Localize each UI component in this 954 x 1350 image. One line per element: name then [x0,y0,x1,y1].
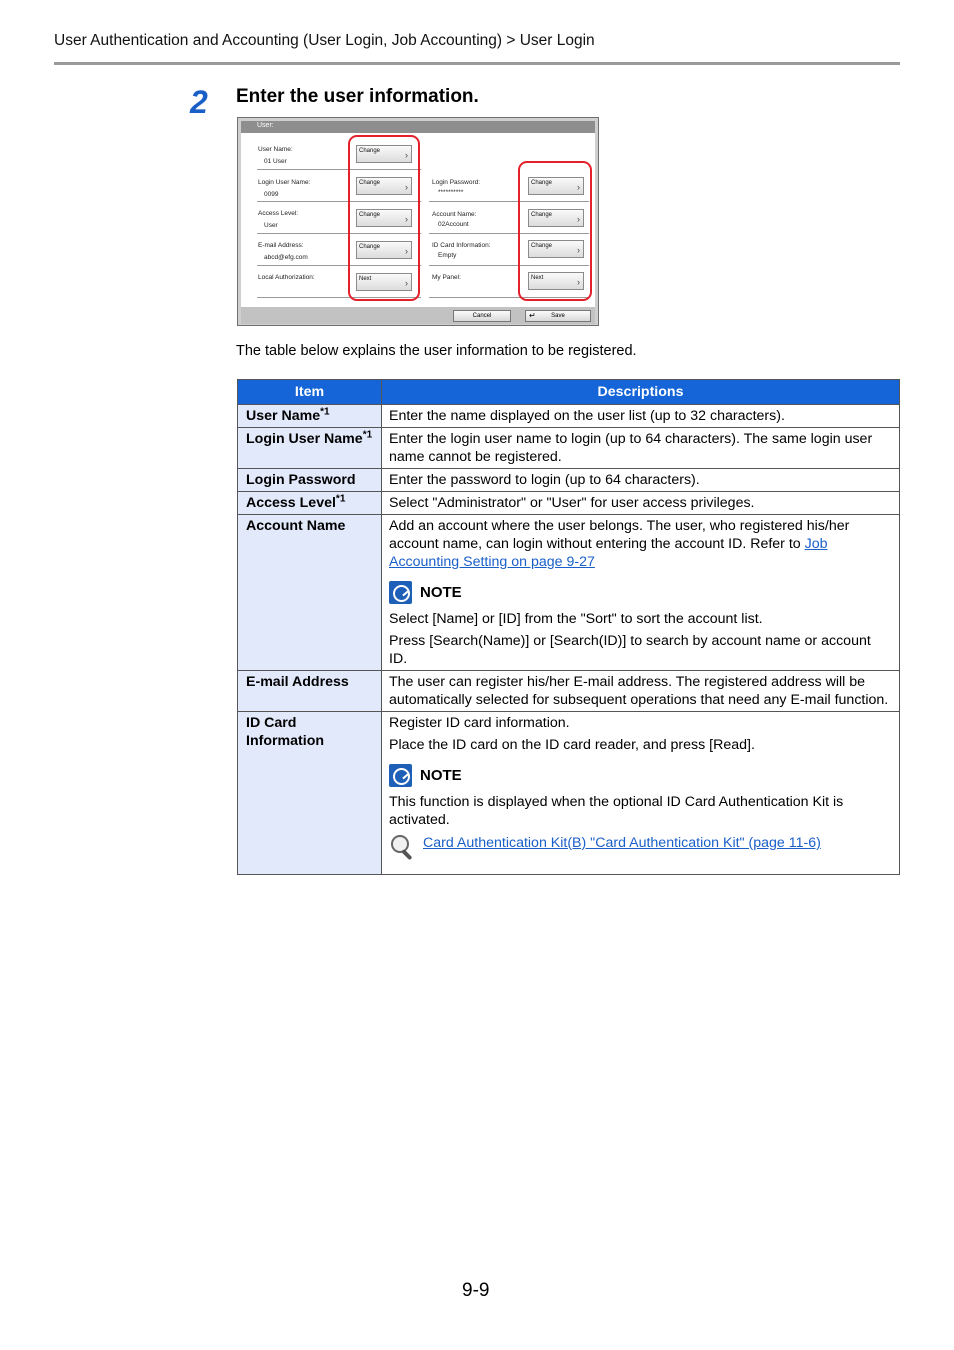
enter-icon: ↵ [529,311,536,320]
field-label: Access Level: [258,210,299,217]
user-screen-screenshot [237,117,599,326]
chevron-right-icon: › [577,245,580,255]
description-text [389,517,892,571]
chevron-right-icon: › [405,214,408,224]
chevron-right-icon: › [577,182,580,192]
field-login-password [432,179,480,196]
table-row [238,515,900,671]
table-row [238,492,900,515]
note-icon [389,764,412,787]
item-label: Login User Name [246,431,363,447]
field-label: Local Authorization: [258,274,315,281]
item-cell [238,405,382,428]
table-row [238,428,900,469]
chevron-right-icon: › [405,246,408,256]
button-label: Change [531,243,553,249]
magnifier-icon [389,834,415,862]
field-label: Login User Name: [258,179,311,186]
screen-footer [241,307,595,324]
description-cell: Enter the password to login (up to 64 characters). [382,469,900,492]
description-cell: Enter the name displayed on the user list (up to 32 characters). [382,405,900,428]
field-email-address [258,242,308,261]
button-label: Change [359,212,381,218]
description-text: Register ID card information. [389,715,570,731]
note-heading [389,581,892,604]
field-label: My Panel: [432,274,461,281]
field-value: 01 User [264,158,287,165]
field-label: E-mail Address: [258,242,304,249]
cancel-button[interactable]: Cancel [453,310,511,322]
footnote-mark: *1 [320,406,330,418]
description-cell [382,515,900,671]
field-value: 02Account [438,221,469,228]
field-my-panel [432,274,461,281]
chevron-right-icon: › [577,277,580,287]
item-cell [238,492,382,515]
item-cell [238,428,382,469]
header-breadcrumb: User Authentication and Accounting (User Login, Job Accounting) > User Login [54,32,595,49]
description-cell: Select "Administrator" or "User" for user access privileges. [382,492,900,515]
button-label: Change [359,244,381,250]
column-header-descriptions: Descriptions [382,380,900,405]
description-cell: The user can register his/her E-mail address. The registered address will be automatically selected for subsequent operations that need any E-mail function. [382,671,900,712]
chevron-right-icon: › [405,182,408,192]
field-value: 0099 [264,191,279,198]
card-authentication-kit-link[interactable]: Card Authentication Kit(B) "Card Authentication Kit" (page 11-6) [423,835,821,851]
save-label: Save [551,313,565,319]
button-label: Next [359,276,372,282]
step-number: 2 [190,84,208,120]
column-header-item: Item [238,380,382,405]
field-label: ID Card Information: [432,242,491,249]
description-body: Add an account where the user belongs. The user, who registered his/her account name, can login without entering the account ID. Refer to [389,518,850,552]
item-cell: E-mail Address [238,671,382,712]
field-label: Account Name: [432,211,477,218]
table-row [238,405,900,428]
item-cell: Login Password [238,469,382,492]
note-text: Select [Name] or [ID] from the "Sort" to sort the account list. [389,611,763,627]
field-account-name [432,211,476,228]
button-label: Change [531,180,553,186]
note-text: Press [Search(Name)] or [Search(ID)] to search by account name or account ID. [389,633,871,667]
field-value: Empty [438,252,457,259]
note-icon [389,581,412,604]
chevron-right-icon: › [405,150,408,160]
chevron-right-icon: › [405,278,408,288]
item-label: User Name [246,408,321,424]
table-row [238,712,900,875]
screen-title: User: [257,122,274,129]
field-label: User Name: [258,146,293,153]
field-id-card-information [432,242,491,259]
item-label: Access Level [246,495,336,511]
note-text: This function is displayed when the optional ID Card Authentication Kit is activated. [389,794,844,828]
save-button[interactable] [525,310,591,322]
button-label: Next [531,275,544,281]
reference-row [389,834,892,862]
chevron-right-icon: › [577,214,580,224]
note-heading [389,764,892,787]
job-accounting-link[interactable]: Job Accounting Setting on page 9-27 [389,536,828,570]
button-label: Change [359,148,381,154]
header-rule [54,62,900,65]
step-title: Enter the user information. [236,86,479,107]
field-label: Login Password: [432,179,481,186]
description-cell [382,712,900,875]
table-header-row [238,380,900,405]
screen-title-bar [241,121,595,133]
item-cell: Account Name [238,515,382,671]
button-label: Change [531,212,553,218]
field-user-name [258,146,293,165]
footnote-mark: *1 [362,429,373,441]
note-label: NOTE [420,583,462,601]
field-login-user-name [258,179,310,198]
item-cell: ID Card Information [238,712,382,875]
description-cell: Enter the login user name to login (up to 64 characters). The same login user name cannot be registered. [382,428,900,469]
footnote-mark: *1 [335,493,346,505]
highlight-frame-left [348,135,420,301]
field-value: User [264,222,278,229]
highlight-frame-right [518,161,592,301]
description-text: Place the ID card on the ID card reader, and press [Read]. [389,737,755,753]
table-row [238,469,900,492]
page-number: 9-9 [462,1280,490,1301]
table-row [238,671,900,712]
field-access-level [258,210,298,229]
user-info-table [237,379,900,875]
field-value: ********** [438,189,464,196]
field-value: abcd@efg.com [264,254,308,261]
field-local-authorization [258,274,315,281]
intro-text: The table below explains the user information to be registered. [236,343,637,359]
note-label: NOTE [420,766,462,784]
button-label: Change [359,180,381,186]
